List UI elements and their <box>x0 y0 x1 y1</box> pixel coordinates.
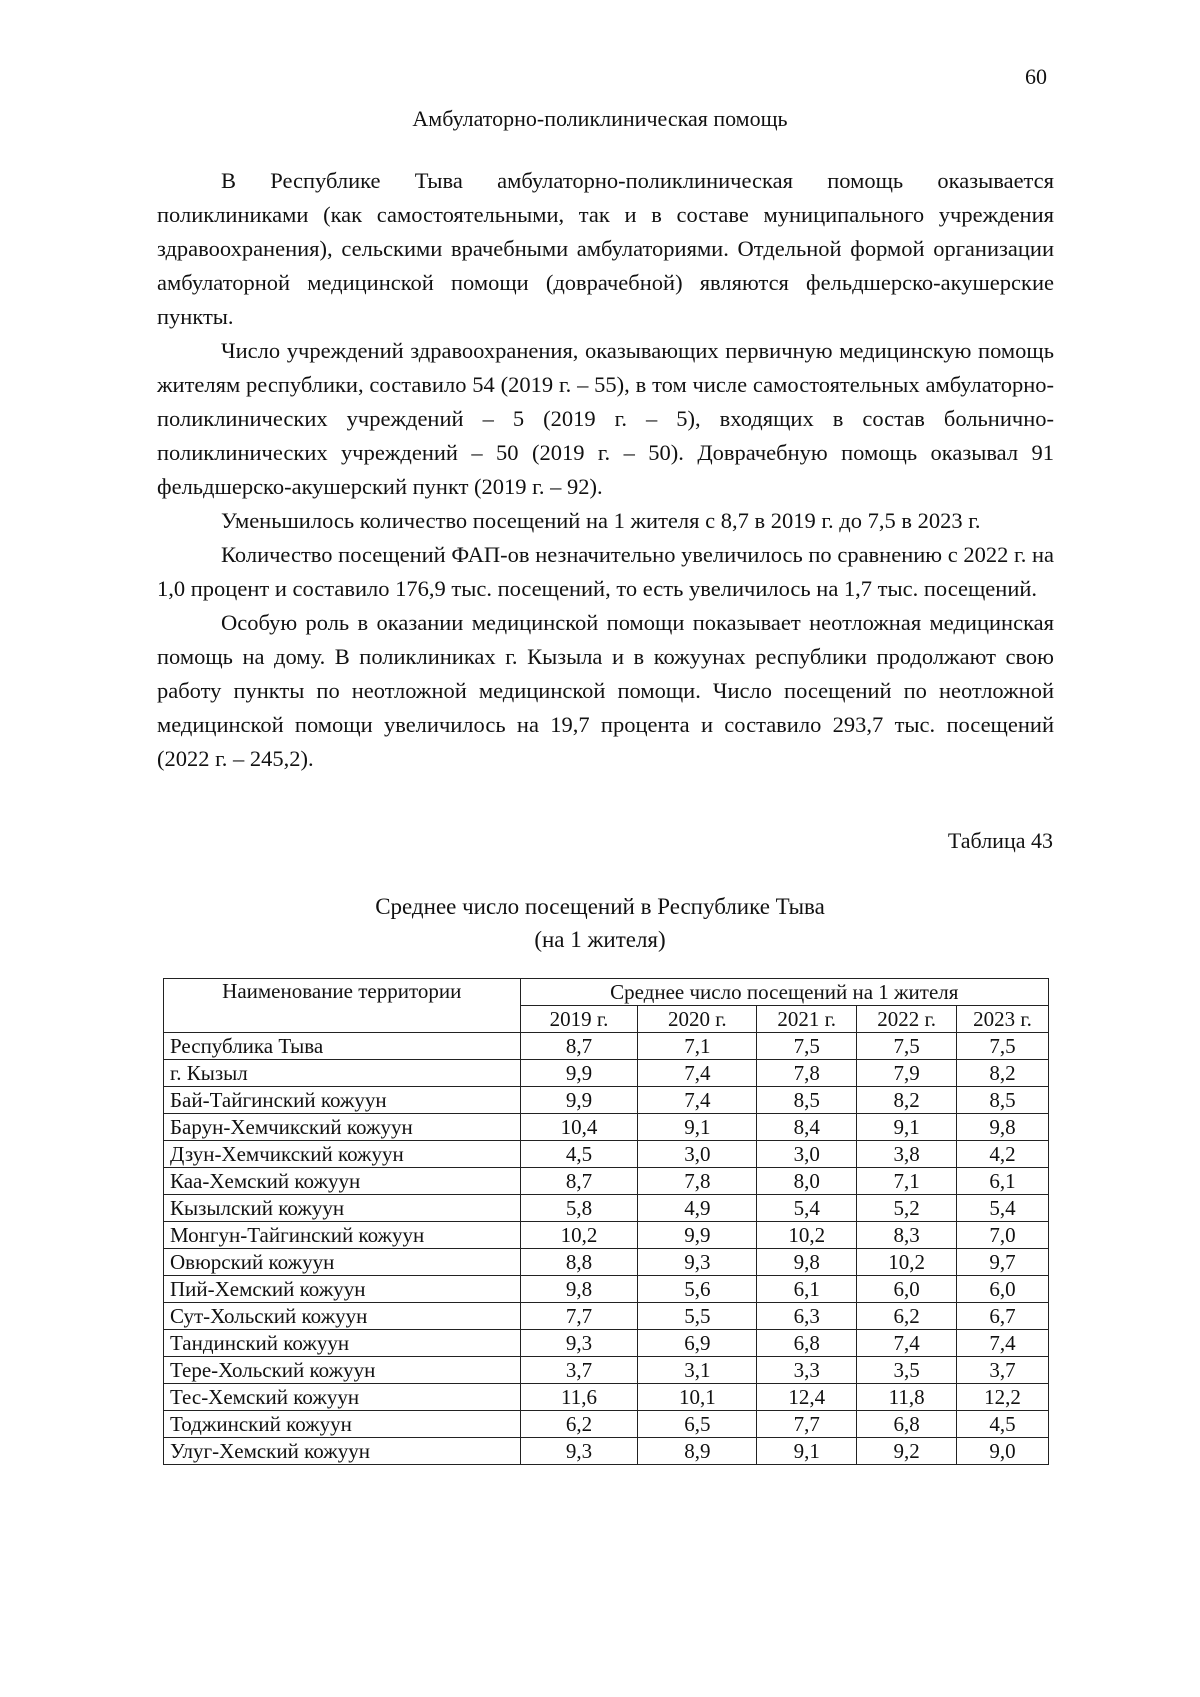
column-group-header: Среднее число посещений на 1 жителя <box>520 979 1048 1006</box>
value-cell: 6,2 <box>857 1303 957 1330</box>
table-label: Таблица 43 <box>947 828 1053 853</box>
value-cell: 10,2 <box>857 1249 957 1276</box>
value-cell: 9,8 <box>757 1249 857 1276</box>
value-cell: 8,2 <box>857 1087 957 1114</box>
value-cell: 10,2 <box>757 1222 857 1249</box>
territory-name: Монгун-Тайгинский кожуун <box>164 1222 521 1249</box>
table-subtitle: (на 1 жителя) <box>534 927 666 952</box>
value-cell: 7,4 <box>638 1060 757 1087</box>
value-cell: 9,3 <box>520 1438 638 1465</box>
value-cell: 8,5 <box>757 1087 857 1114</box>
value-cell: 9,7 <box>957 1249 1049 1276</box>
year-header: 2020 г. <box>638 1006 757 1033</box>
value-cell: 6,8 <box>757 1330 857 1357</box>
value-cell: 5,2 <box>857 1195 957 1222</box>
paragraph: В Республике Тыва амбулаторно-поликлиническая помощь оказывается поликлиниками (как самостоятельными, так и в составе муниципального учреждения здравоохранения), сельскими врачебными амбулаториями. Отдельной формой организации амбулаторной медицинской помощи (доврачебной) являются фельдшерско-акушерские пункты. <box>157 168 1054 329</box>
table-row <box>164 1438 1049 1465</box>
value-cell: 7,0 <box>957 1222 1049 1249</box>
territory-name: Тес-Хемский кожуун <box>164 1384 521 1411</box>
value-cell: 8,8 <box>520 1249 638 1276</box>
territory-name: Тандинский кожуун <box>164 1330 521 1357</box>
value-cell: 7,5 <box>957 1033 1049 1060</box>
value-cell: 6,1 <box>957 1168 1049 1195</box>
table-row <box>164 1330 1049 1357</box>
value-cell: 3,1 <box>638 1357 757 1384</box>
territory-name: Дзун-Хемчикский кожуун <box>164 1141 521 1168</box>
table-row <box>164 1303 1049 1330</box>
body-text <box>157 164 1054 776</box>
value-cell: 7,1 <box>638 1033 757 1060</box>
territory-name: Тере-Хольский кожуун <box>164 1357 521 1384</box>
territory-name: Барун-Хемчикский кожуун <box>164 1114 521 1141</box>
value-cell: 10,1 <box>638 1384 757 1411</box>
value-cell: 8,7 <box>520 1168 638 1195</box>
table-row <box>164 1384 1049 1411</box>
column-header-territory: Наименование территории <box>164 979 521 1033</box>
value-cell: 6,7 <box>957 1303 1049 1330</box>
value-cell: 9,1 <box>757 1438 857 1465</box>
value-cell: 8,5 <box>957 1087 1049 1114</box>
value-cell: 3,0 <box>757 1141 857 1168</box>
table-title-line: Среднее число посещений в Республике Тыва <box>375 894 825 919</box>
value-cell: 7,7 <box>757 1411 857 1438</box>
value-cell: 6,5 <box>638 1411 757 1438</box>
territory-name: Улуг-Хемский кожуун <box>164 1438 521 1465</box>
value-cell: 4,5 <box>957 1411 1049 1438</box>
value-cell: 5,4 <box>757 1195 857 1222</box>
value-cell: 3,8 <box>857 1141 957 1168</box>
value-cell: 6,0 <box>957 1276 1049 1303</box>
value-cell: 7,4 <box>857 1330 957 1357</box>
value-cell: 9,3 <box>638 1249 757 1276</box>
value-cell: 9,9 <box>638 1222 757 1249</box>
value-cell: 8,3 <box>857 1222 957 1249</box>
value-cell: 10,4 <box>520 1114 638 1141</box>
table-row <box>164 1114 1049 1141</box>
paragraph: Число учреждений здравоохранения, оказывающих первичную медицинскую помощь жителям республики, составило 54 (2019 г. – 55), в том числе самостоятельных амбулаторно-поликлинических учреждений – 5 (2019 г. – 5), входящих в состав больнично-поликлинических учреждений – 50 (2019 г. – 50). Доврачебную помощь оказывал 91 фельдшерско-акушерский пункт (2019 г. – 92). <box>157 338 1054 499</box>
value-cell: 7,8 <box>757 1060 857 1087</box>
value-cell: 11,8 <box>857 1384 957 1411</box>
value-cell: 8,2 <box>957 1060 1049 1087</box>
value-cell: 4,5 <box>520 1141 638 1168</box>
value-cell: 3,3 <box>757 1357 857 1384</box>
territory-name: Сут-Хольский кожуун <box>164 1303 521 1330</box>
value-cell: 3,7 <box>957 1357 1049 1384</box>
value-cell: 6,8 <box>857 1411 957 1438</box>
table-row <box>164 1195 1049 1222</box>
value-cell: 4,9 <box>638 1195 757 1222</box>
value-cell: 8,9 <box>638 1438 757 1465</box>
value-cell: 10,2 <box>520 1222 638 1249</box>
year-header: 2023 г. <box>957 1006 1049 1033</box>
value-cell: 7,1 <box>857 1168 957 1195</box>
territory-name: Республика Тыва <box>164 1033 521 1060</box>
value-cell: 9,1 <box>638 1114 757 1141</box>
table-row <box>164 1357 1049 1384</box>
table-row <box>164 1168 1049 1195</box>
value-cell: 9,9 <box>520 1060 638 1087</box>
territory-name: г. Кызыл <box>164 1060 521 1087</box>
value-cell: 5,6 <box>638 1276 757 1303</box>
value-cell: 7,9 <box>857 1060 957 1087</box>
value-cell: 9,0 <box>957 1438 1049 1465</box>
value-cell: 8,0 <box>757 1168 857 1195</box>
value-cell: 12,4 <box>757 1384 857 1411</box>
value-cell: 5,8 <box>520 1195 638 1222</box>
value-cell: 5,4 <box>957 1195 1049 1222</box>
year-header: 2022 г. <box>857 1006 957 1033</box>
value-cell: 6,1 <box>757 1276 857 1303</box>
value-cell: 9,8 <box>520 1276 638 1303</box>
table-row <box>164 1222 1049 1249</box>
value-cell: 7,5 <box>857 1033 957 1060</box>
value-cell: 7,7 <box>520 1303 638 1330</box>
territory-name: Овюрский кожуун <box>164 1249 521 1276</box>
value-cell: 9,2 <box>857 1438 957 1465</box>
value-cell: 9,3 <box>520 1330 638 1357</box>
value-cell: 6,9 <box>638 1330 757 1357</box>
value-cell: 9,1 <box>857 1114 957 1141</box>
table-row <box>164 1411 1049 1438</box>
visits-table <box>163 978 1049 1465</box>
value-cell: 8,4 <box>757 1114 857 1141</box>
table-row <box>164 1249 1049 1276</box>
value-cell: 9,9 <box>520 1087 638 1114</box>
value-cell: 7,4 <box>957 1330 1049 1357</box>
table-title <box>0 890 1200 956</box>
value-cell: 12,2 <box>957 1384 1049 1411</box>
value-cell: 6,2 <box>520 1411 638 1438</box>
section-heading: Амбулаторно-поликлиническая помощь <box>412 106 788 131</box>
year-header: 2019 г. <box>520 1006 638 1033</box>
value-cell: 7,5 <box>757 1033 857 1060</box>
table-row <box>164 1033 1049 1060</box>
value-cell: 7,4 <box>638 1087 757 1114</box>
value-cell: 7,8 <box>638 1168 757 1195</box>
value-cell: 8,7 <box>520 1033 638 1060</box>
value-cell: 9,8 <box>957 1114 1049 1141</box>
territory-name: Пий-Хемский кожуун <box>164 1276 521 1303</box>
paragraph: Уменьшилось количество посещений на 1 жителя с 8,7 в 2019 г. до 7,5 в 2023 г. <box>221 508 981 533</box>
value-cell: 11,6 <box>520 1384 638 1411</box>
value-cell: 3,0 <box>638 1141 757 1168</box>
value-cell: 3,5 <box>857 1357 957 1384</box>
territory-name: Тоджинский кожуун <box>164 1411 521 1438</box>
value-cell: 3,7 <box>520 1357 638 1384</box>
territory-name: Кызылский кожуун <box>164 1195 521 1222</box>
table-row <box>164 1276 1049 1303</box>
paragraph: Особую роль в оказании медицинской помощи показывает неотложная медицинская помощь на дому. В поликлиниках г. Кызыла и в кожуунах республики продолжают свою работу пункты по неотложной медицинской помощи. Число посещений по неотложной медицинской помощи увеличилось на 19,7 процента и составило 293,7 тыс. посещений (2022 г. – 245,2). <box>157 610 1054 771</box>
table-row <box>164 1060 1049 1087</box>
paragraph: Количество посещений ФАП-ов незначительно увеличилось по сравнению с 2022 г. на 1,0 процент и составило 176,9 тыс. посещений, то есть увеличилось на 1,7 тыс. посещений. <box>157 542 1054 601</box>
table-row <box>164 1141 1049 1168</box>
table-row <box>164 1087 1049 1114</box>
territory-name: Бай-Тайгинский кожуун <box>164 1087 521 1114</box>
year-header: 2021 г. <box>757 1006 857 1033</box>
value-cell: 5,5 <box>638 1303 757 1330</box>
page-number: 60 <box>1025 64 1047 89</box>
territory-name: Каа-Хемский кожуун <box>164 1168 521 1195</box>
value-cell: 6,3 <box>757 1303 857 1330</box>
value-cell: 4,2 <box>957 1141 1049 1168</box>
value-cell: 6,0 <box>857 1276 957 1303</box>
